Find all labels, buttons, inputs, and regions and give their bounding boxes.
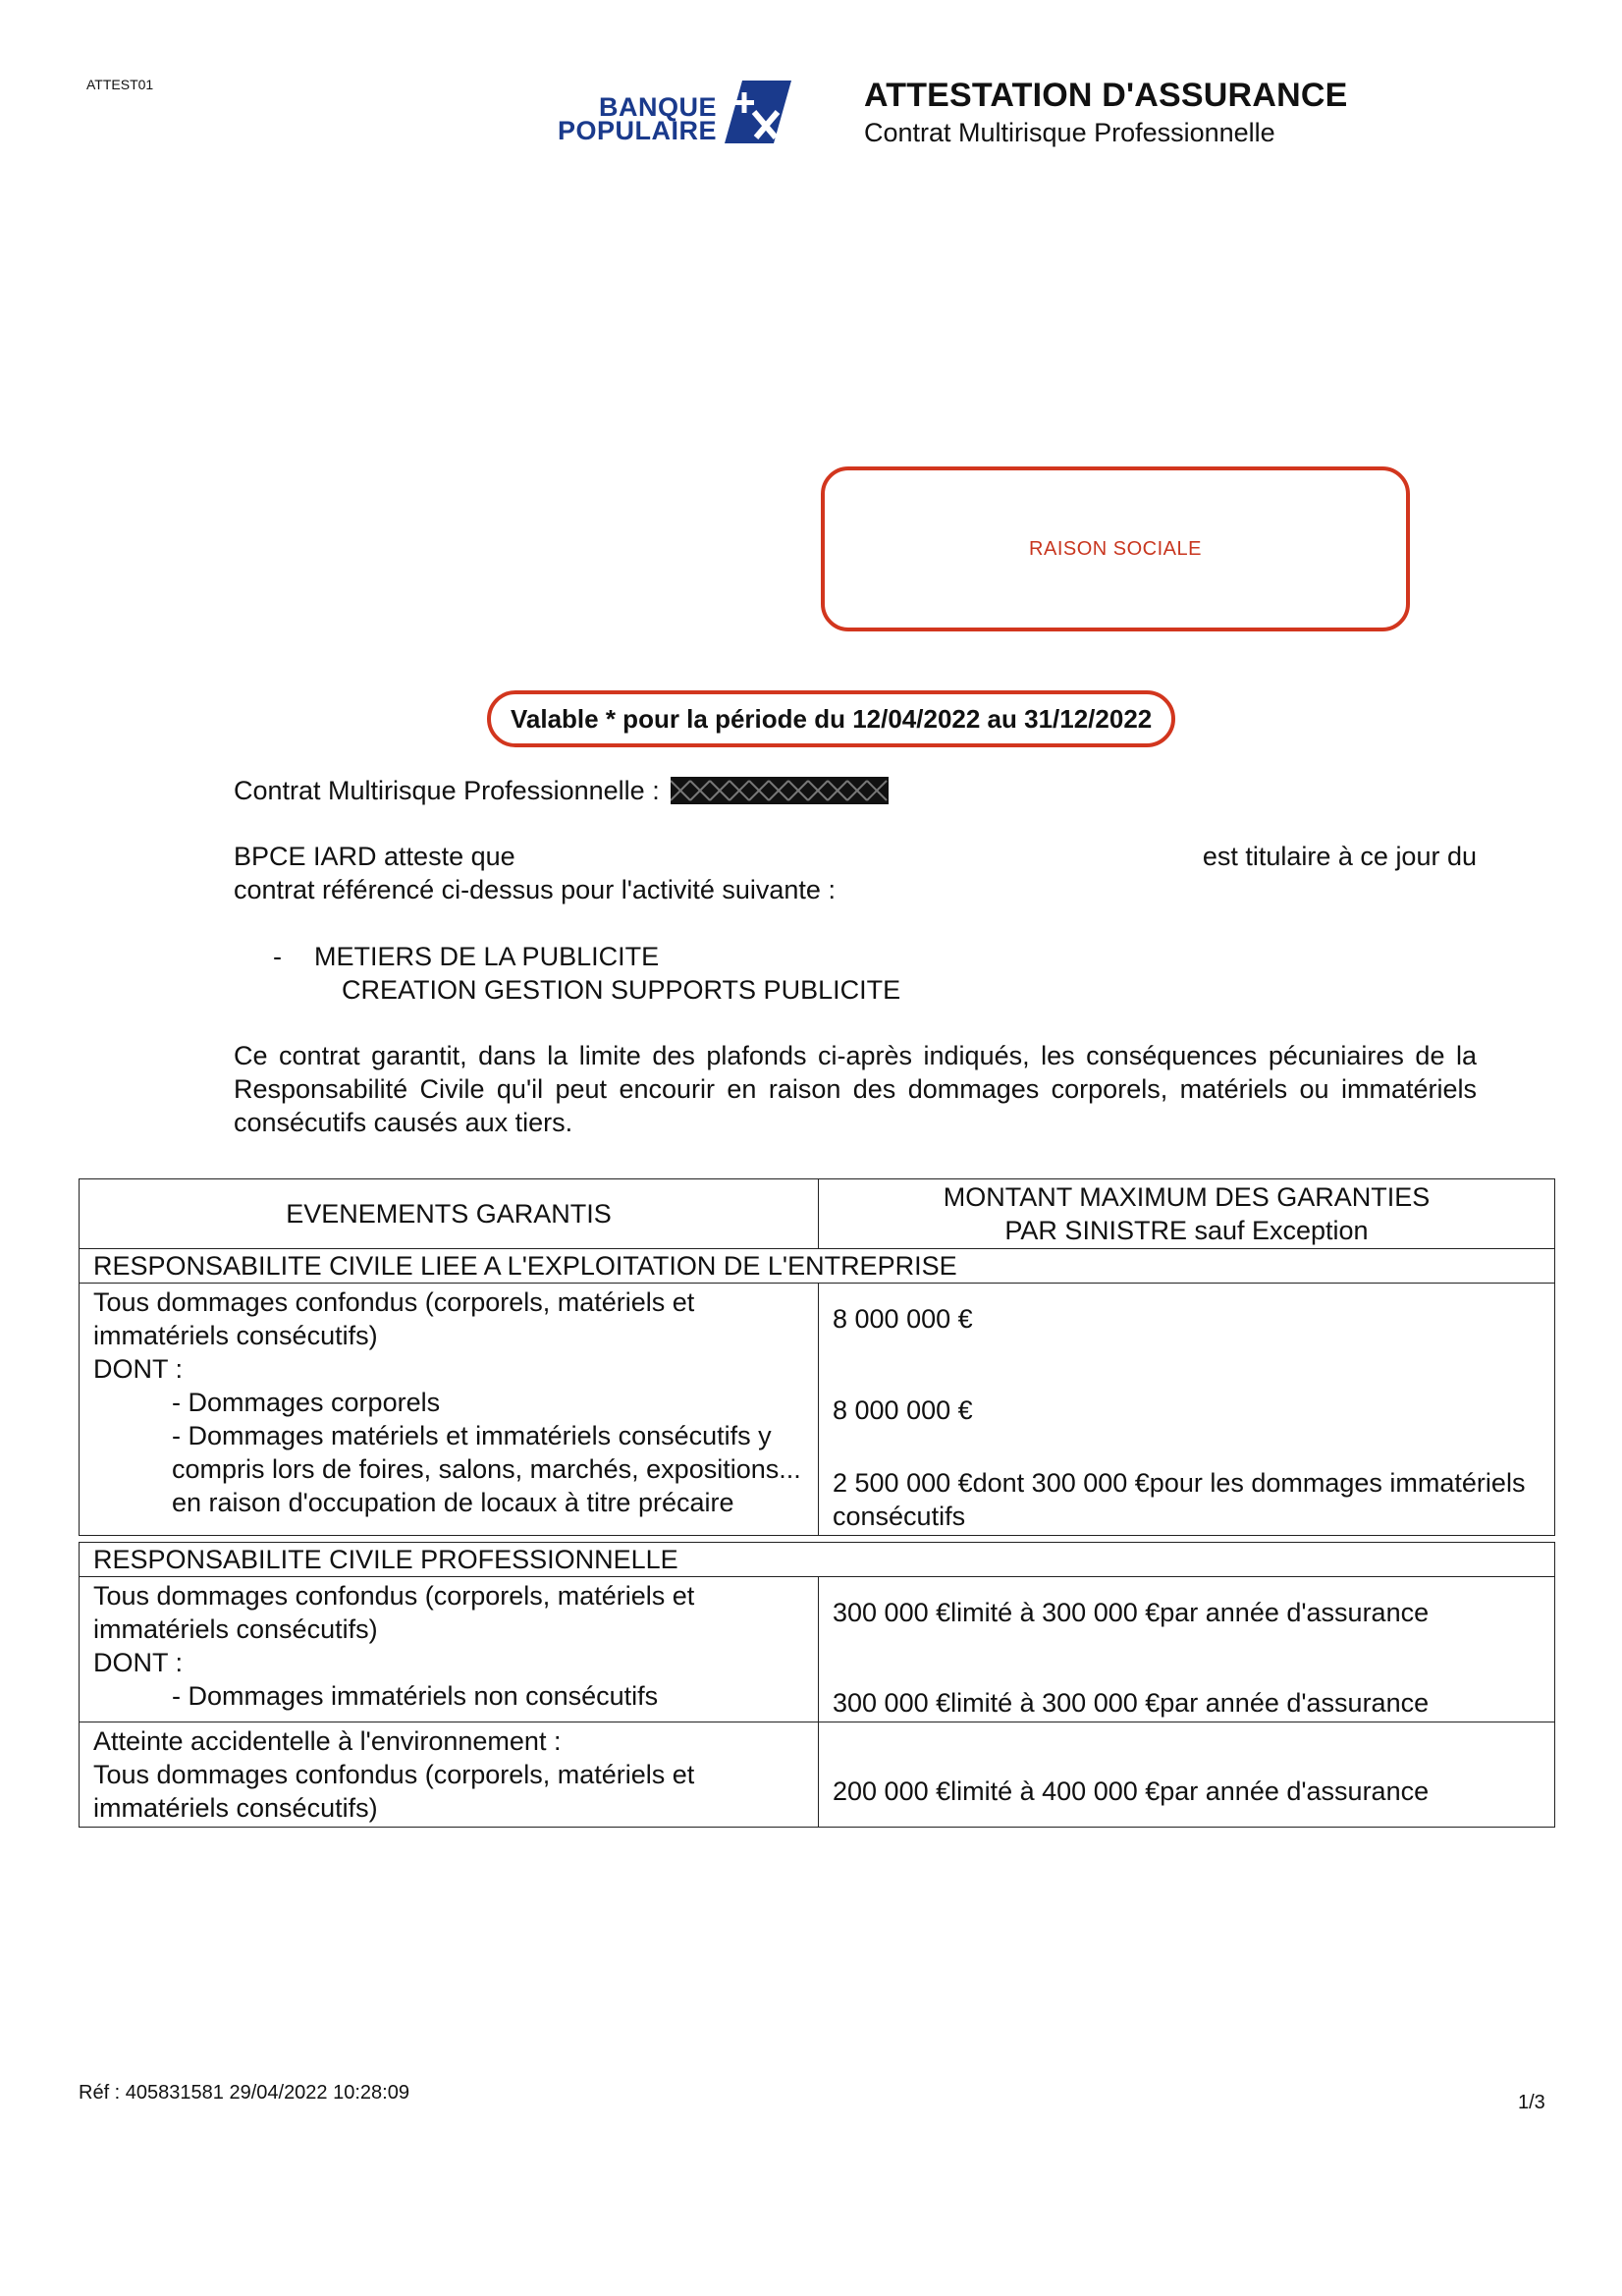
bank-logo — [550, 79, 791, 149]
contract-line — [234, 772, 889, 807]
plus-x-logo-icon — [725, 81, 791, 143]
coverage-cell — [80, 1577, 819, 1722]
s2-all-damage-amount: 300 000 €limité à 300 000 €par année d'assurance — [833, 1598, 1430, 1627]
activity-line-1: METIERS DE LA PUBLICITE — [314, 942, 660, 971]
s1-dont: DONT : — [93, 1354, 184, 1384]
section-row — [80, 1543, 1555, 1577]
page-title: ATTESTATION D'ASSURANCE — [864, 77, 1348, 114]
amount-cell — [819, 1722, 1555, 1828]
s2-dont: DONT : — [93, 1648, 184, 1677]
header-events: EVENEMENTS GARANTIS — [80, 1179, 819, 1249]
env-amount: 200 000 €limité à 400 000 €par année d'assurance — [833, 1777, 1430, 1806]
s1-all-damage-amount: 8 000 000 € — [833, 1304, 973, 1334]
page-subtitle: Contrat Multirisque Professionnelle — [864, 118, 1275, 147]
coverage-table — [79, 1178, 1555, 1828]
header-amount — [819, 1179, 1555, 1249]
amount-cell — [819, 1577, 1555, 1722]
logo-line-1: BANQUE — [598, 92, 717, 122]
s2-non-consecutive-amount: 300 000 €limité à 300 000 €par année d'assurance — [833, 1688, 1430, 1718]
table-spacer — [80, 1536, 1555, 1543]
validity-period-text: Valable * pour la période du 12/04/2022 au 31/12/2022 — [511, 703, 1153, 734]
validity-period-banner — [487, 690, 1175, 747]
activity-list — [273, 940, 900, 1007]
s1-material-amount: 2 500 000 €dont 300 000 €pour les dommages immatériels consécutifs — [833, 1468, 1526, 1531]
recipient-address-box — [821, 466, 1410, 631]
s1-material: - Dommages matériels et immatériels consécutifs y compris lors de foires, salons, marchés, expositions... en raison d'occupation de locaux à titre précaire — [172, 1421, 801, 1517]
contract-label: Contrat Multirisque Professionnelle : — [234, 775, 660, 805]
document-code: ATTEST01 — [86, 77, 154, 92]
table-row — [80, 1284, 1555, 1536]
header-amount-line-1: MONTANT MAXIMUM DES GARANTIES — [943, 1182, 1431, 1212]
section-row — [80, 1249, 1555, 1284]
s2-all-damage: Tous dommages confondus (corporels, matériels et immatériels consécutifs) — [93, 1581, 695, 1644]
page-number: 1/3 — [1518, 2092, 1545, 2113]
activity-line-2: CREATION GESTION SUPPORTS PUBLICITE — [342, 975, 901, 1005]
amount-cell — [819, 1284, 1555, 1536]
guarantee-paragraph: Ce contrat garantit, dans la limite des plafonds ci-après indiqués, les conséquences pécuniaires de la Responsabilité Civile qu'il peut encourir en raison des dommages corporels, matériels ou immatériels consécutifs causés aux tiers. — [234, 1041, 1477, 1137]
table-row — [80, 1577, 1555, 1722]
attestation-line-2: contrat référencé ci-dessus pour l'activité suivante : — [234, 875, 836, 904]
attestation-left: BPCE IARD atteste que — [234, 842, 515, 871]
recipient-label: RAISON SOCIALE — [1029, 537, 1202, 560]
table-header-row — [80, 1179, 1555, 1249]
header-amount-line-2: PAR SINISTRE sauf Exception — [1004, 1216, 1369, 1245]
attestation-paragraph — [234, 840, 1477, 906]
section2-title: RESPONSABILITE CIVILE PROFESSIONNELLE — [80, 1543, 1555, 1577]
activity-bullet: - — [273, 942, 282, 971]
table-row — [80, 1722, 1555, 1828]
coverage-cell — [80, 1284, 819, 1536]
attestation-right: est titulaire à ce jour du — [1202, 842, 1477, 871]
coverage-cell — [80, 1722, 819, 1828]
logo-line-2: POPULAIRE — [557, 116, 717, 145]
env-all-damage: Tous dommages confondus (corporels, matériels et immatériels consécutifs) — [93, 1760, 695, 1823]
s1-bodily: - Dommages corporels — [172, 1388, 441, 1417]
s2-non-consecutive: - Dommages immatériels non consécutifs — [172, 1681, 659, 1711]
s1-bodily-amount: 8 000 000 € — [833, 1395, 973, 1425]
env-title: Atteinte accidentelle à l'environnement : — [93, 1726, 562, 1756]
reference-footer: Réf : 405831581 29/04/2022 10:28:09 — [79, 2082, 409, 2104]
redacted-contract-number — [671, 777, 889, 804]
section1-title: RESPONSABILITE CIVILE LIEE A L'EXPLOITATION DE L'ENTREPRISE — [80, 1249, 1555, 1284]
s1-all-damage: Tous dommages confondus (corporels, matériels et immatériels consécutifs) — [93, 1287, 695, 1350]
